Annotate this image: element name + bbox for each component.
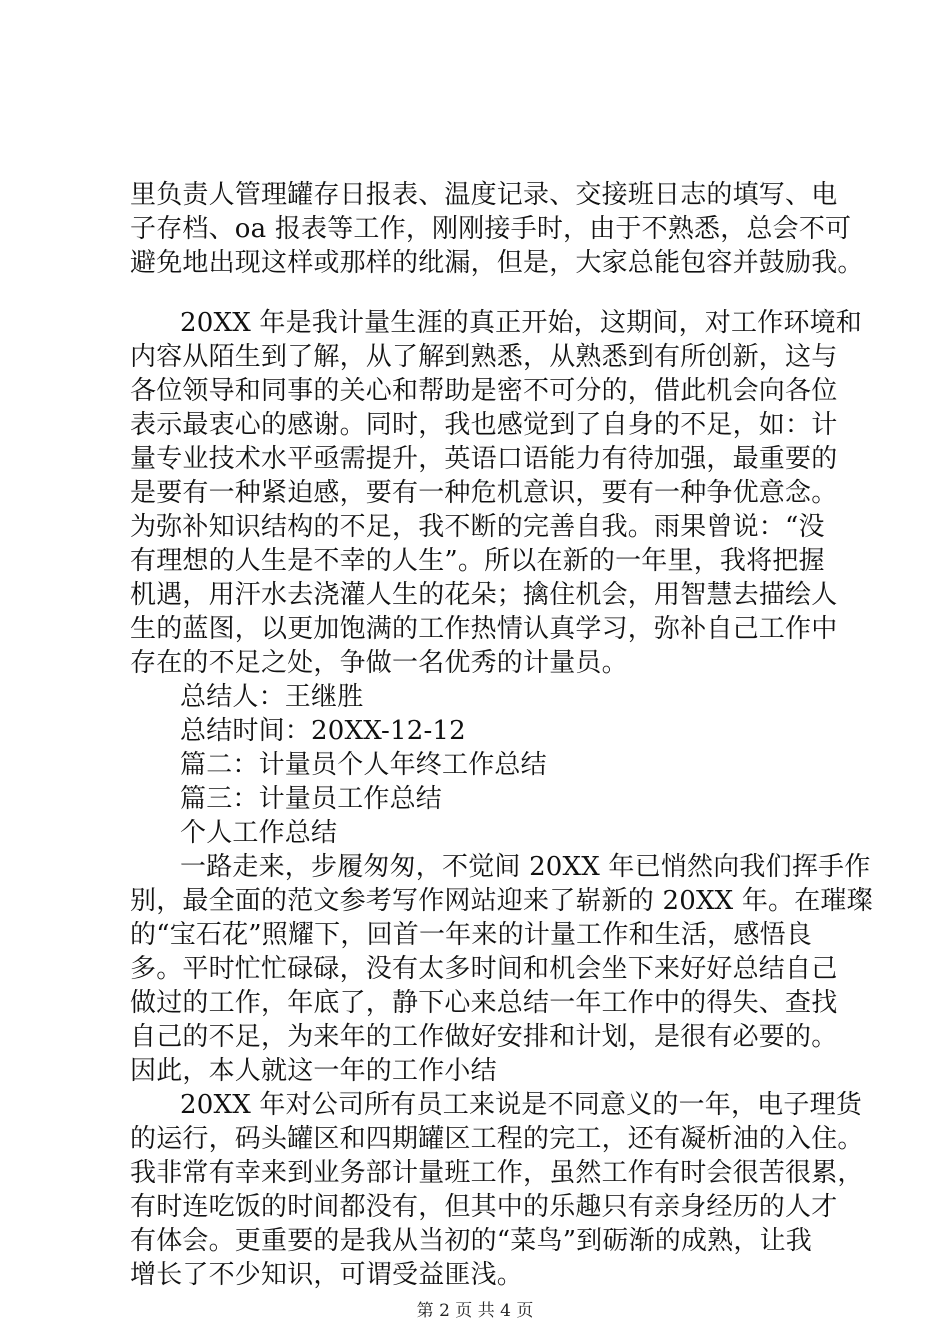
text-line: 多。平时忙忙碌碌，没有太多时间和机会坐下来好好总结自己 [130, 954, 838, 984]
text-line: 别，最全面的范文参考写作网站迎来了崭新的 20XX 年。在璀璨 [130, 886, 873, 916]
text-line: 20XX 年是我计量生涯的真正开始，这期间，对工作环境和 [180, 308, 862, 338]
text-line: 一路走来，步履匆匆，不觉间 20XX 年已悄然向我们挥手作 [180, 852, 871, 882]
text-line: 的“宝石花”照耀下，回首一年来的计量工作和生活，感悟良 [130, 920, 812, 950]
heading-part-three: 篇三：计量员工作总结 [180, 784, 443, 814]
text-line: 有理想的人生是不幸的人生”。所以在新的一年里，我将把握 [130, 546, 825, 576]
signature-date: 总结时间：20XX-12-12 [180, 716, 466, 746]
text-line: 做过的工作，年底了，静下心来总结一年工作中的得失、查找 [130, 988, 838, 1018]
heading-part-two: 篇二：计量员个人年终工作总结 [180, 750, 547, 780]
section-title: 个人工作总结 [180, 818, 338, 848]
text-line: 是要有一种紧迫感，要有一种危机意识，要有一种争优意念。 [130, 478, 838, 508]
text-line: 我非常有幸来到业务部计量班工作，虽然工作有时会很苦很累， [130, 1158, 864, 1188]
text-line: 各位领导和同事的关心和帮助是密不可分的，借此机会向各位 [130, 376, 838, 406]
text-line: 子存档、oa 报表等工作，刚刚接手时，由于不熟悉，总会不可 [130, 214, 852, 244]
text-line: 里负责人管理罐存日报表、温度记录、交接班日志的填写、电 [130, 180, 838, 210]
text-line: 有时连吃饭的时间都没有，但其中的乐趣只有亲身经历的人才 [130, 1192, 838, 1222]
text-line: 表示最衷心的感谢。同时，我也感觉到了自身的不足，如：计 [130, 410, 838, 440]
text-line: 机遇，用汗水去浇灌人生的花朵；擒住机会，用智慧去描绘人 [130, 580, 838, 610]
text-line: 存在的不足之处，争做一名优秀的计量员。 [130, 648, 628, 678]
text-line: 的运行，码头罐区和四期罐区工程的完工，还有凝析油的入住。 [130, 1124, 864, 1154]
text-line: 增长了不少知识，可谓受益匪浅。 [130, 1260, 524, 1290]
text-line: 量专业技术水平亟需提升，英语口语能力有待加强，最重要的 [130, 444, 838, 474]
text-line: 生的蓝图，以更加饱满的工作热情认真学习，弥补自己工作中 [130, 614, 838, 644]
text-line: 20XX 年对公司所有员工来说是不同意义的一年，电子理货 [180, 1090, 862, 1120]
text-line: 为弥补知识结构的不足，我不断的完善自我。雨果曾说：“没 [130, 512, 825, 542]
text-line: 避免地出现这样或那样的纰漏，但是，大家总能包容并鼓励我。 [130, 248, 864, 278]
text-line: 因此，本人就这一年的工作小结 [130, 1056, 497, 1086]
page-number-footer: 第 2 页 共 4 页 [416, 1301, 534, 1321]
text-line: 内容从陌生到了解，从了解到熟悉，从熟悉到有所创新，这与 [130, 342, 838, 372]
text-line: 自己的不足，为来年的工作做好安排和计划，是很有必要的。 [130, 1022, 838, 1052]
signature-author: 总结人：王继胜 [180, 682, 364, 712]
text-line: 有体会。更重要的是我从当初的“菜鸟”到砺渐的成熟，让我 [130, 1226, 812, 1256]
